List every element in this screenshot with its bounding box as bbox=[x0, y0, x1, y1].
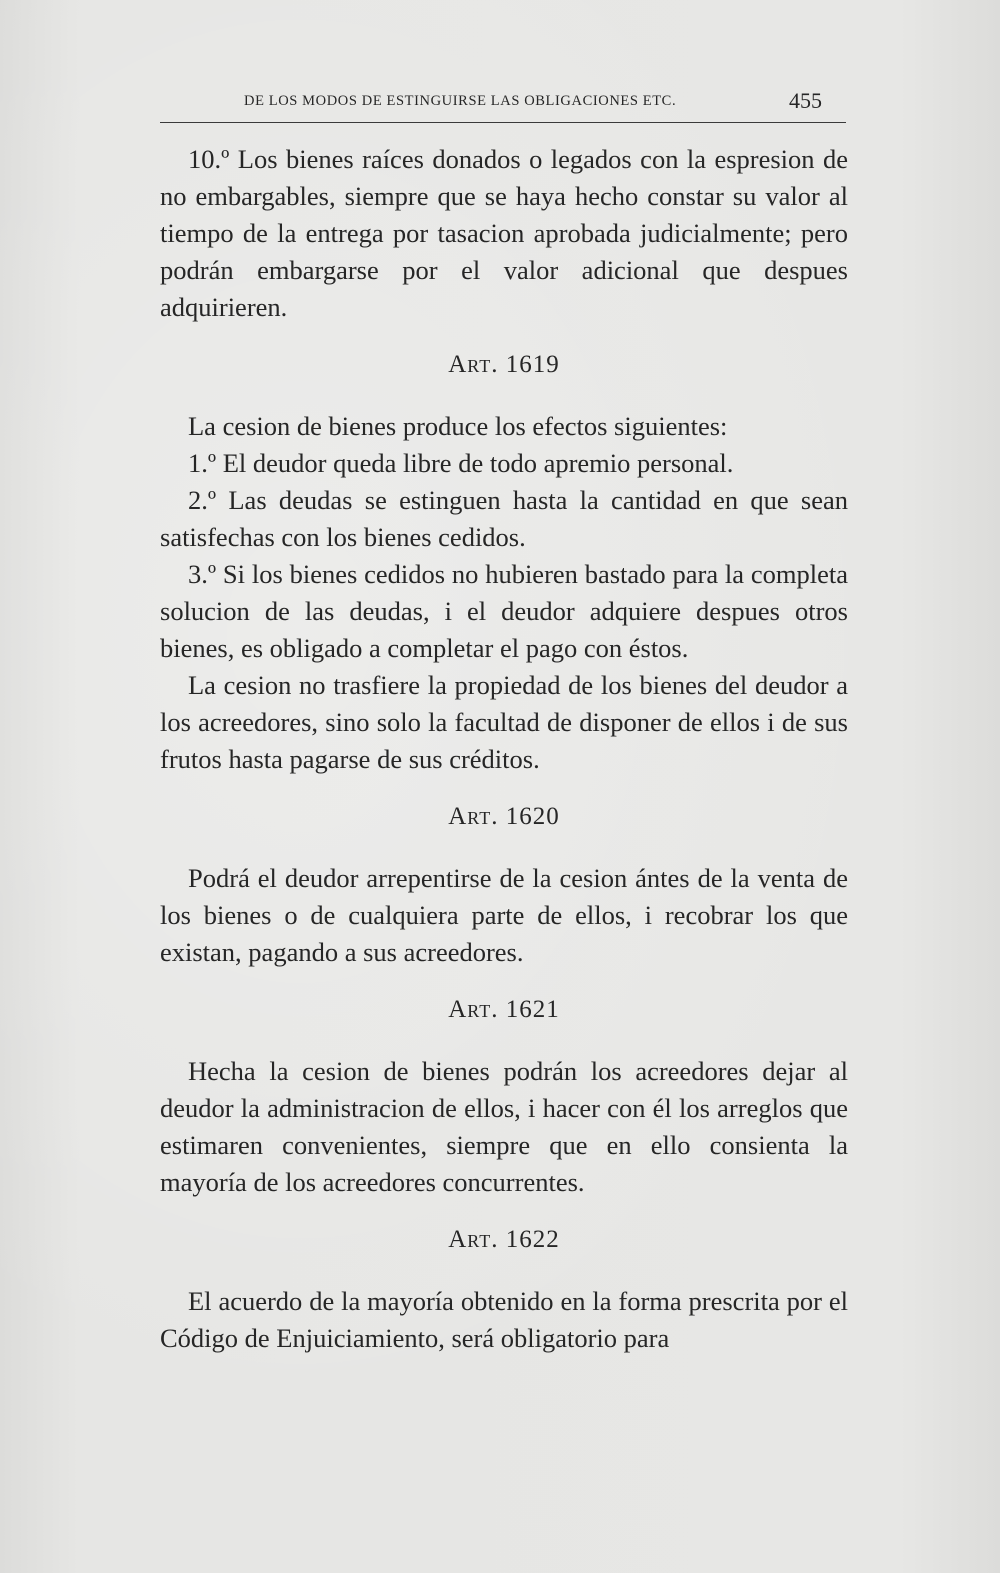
article-heading-1621: Art. 1621 bbox=[448, 996, 560, 1023]
article-1622-text: El acuerdo de la mayoría obtenido en la forma prescrita por el Código de Enjuiciamiento, será obligatorio para bbox=[160, 1286, 848, 1353]
item-10-paragraph: 10.º Los bienes raíces donados o legados con la espresion de no embargables, siempre que se haya hecho constar su valor al tiempo de la entrega por tasacion aprobada judicialmente; pero podrán embargarse por el valor adicional que despues adquirieren. bbox=[160, 144, 848, 322]
page-header bbox=[160, 86, 846, 123]
article-1619-item-1: 1.º El deudor queda libre de todo apremio personal. bbox=[188, 448, 734, 478]
article-heading-1622: Art. 1622 bbox=[448, 1226, 560, 1253]
article-heading-1620: Art. 1620 bbox=[448, 803, 560, 830]
running-head: DE LOS MODOS DE ESTINGUIRSE LAS OBLIGACIONES ETC. bbox=[244, 93, 677, 109]
article-1619-item-3: 3.º Si los bienes cedidos no hubieren bastado para la completa solucion de las deudas, i el deudor adquiere despues otros bienes, es obligado a completar el pago con éstos. bbox=[160, 559, 848, 663]
page-body bbox=[160, 141, 848, 1357]
article-heading-1619: Art. 1619 bbox=[448, 351, 560, 378]
article-1620-text: Podrá el deudor arrepentirse de la cesion ántes de la venta de los bienes o de cualquiera parte de ellos, i recobrar los que existan, pagando a sus acreedores. bbox=[160, 863, 848, 967]
article-1619-intro: La cesion de bienes produce los efectos siguientes: bbox=[188, 411, 728, 441]
page-number: 455 bbox=[789, 88, 822, 113]
article-1619-item-2: 2.º Las deudas se estinguen hasta la cantidad en que sean satisfechas con los bienes cedidos. bbox=[160, 485, 848, 552]
article-1619-closing: La cesion no trasfiere la propiedad de los bienes del deudor a los acreedores, sino solo la facultad de disponer de ellos i de sus frutos hasta pagarse de sus créditos. bbox=[160, 670, 848, 774]
article-1621-text: Hecha la cesion de bienes podrán los acreedores dejar al deudor la administracion de ellos, i hacer con él los arreglos que estimaren convenientes, siempre que en ello consienta la mayoría de los acreedores concurrentes. bbox=[160, 1056, 848, 1197]
